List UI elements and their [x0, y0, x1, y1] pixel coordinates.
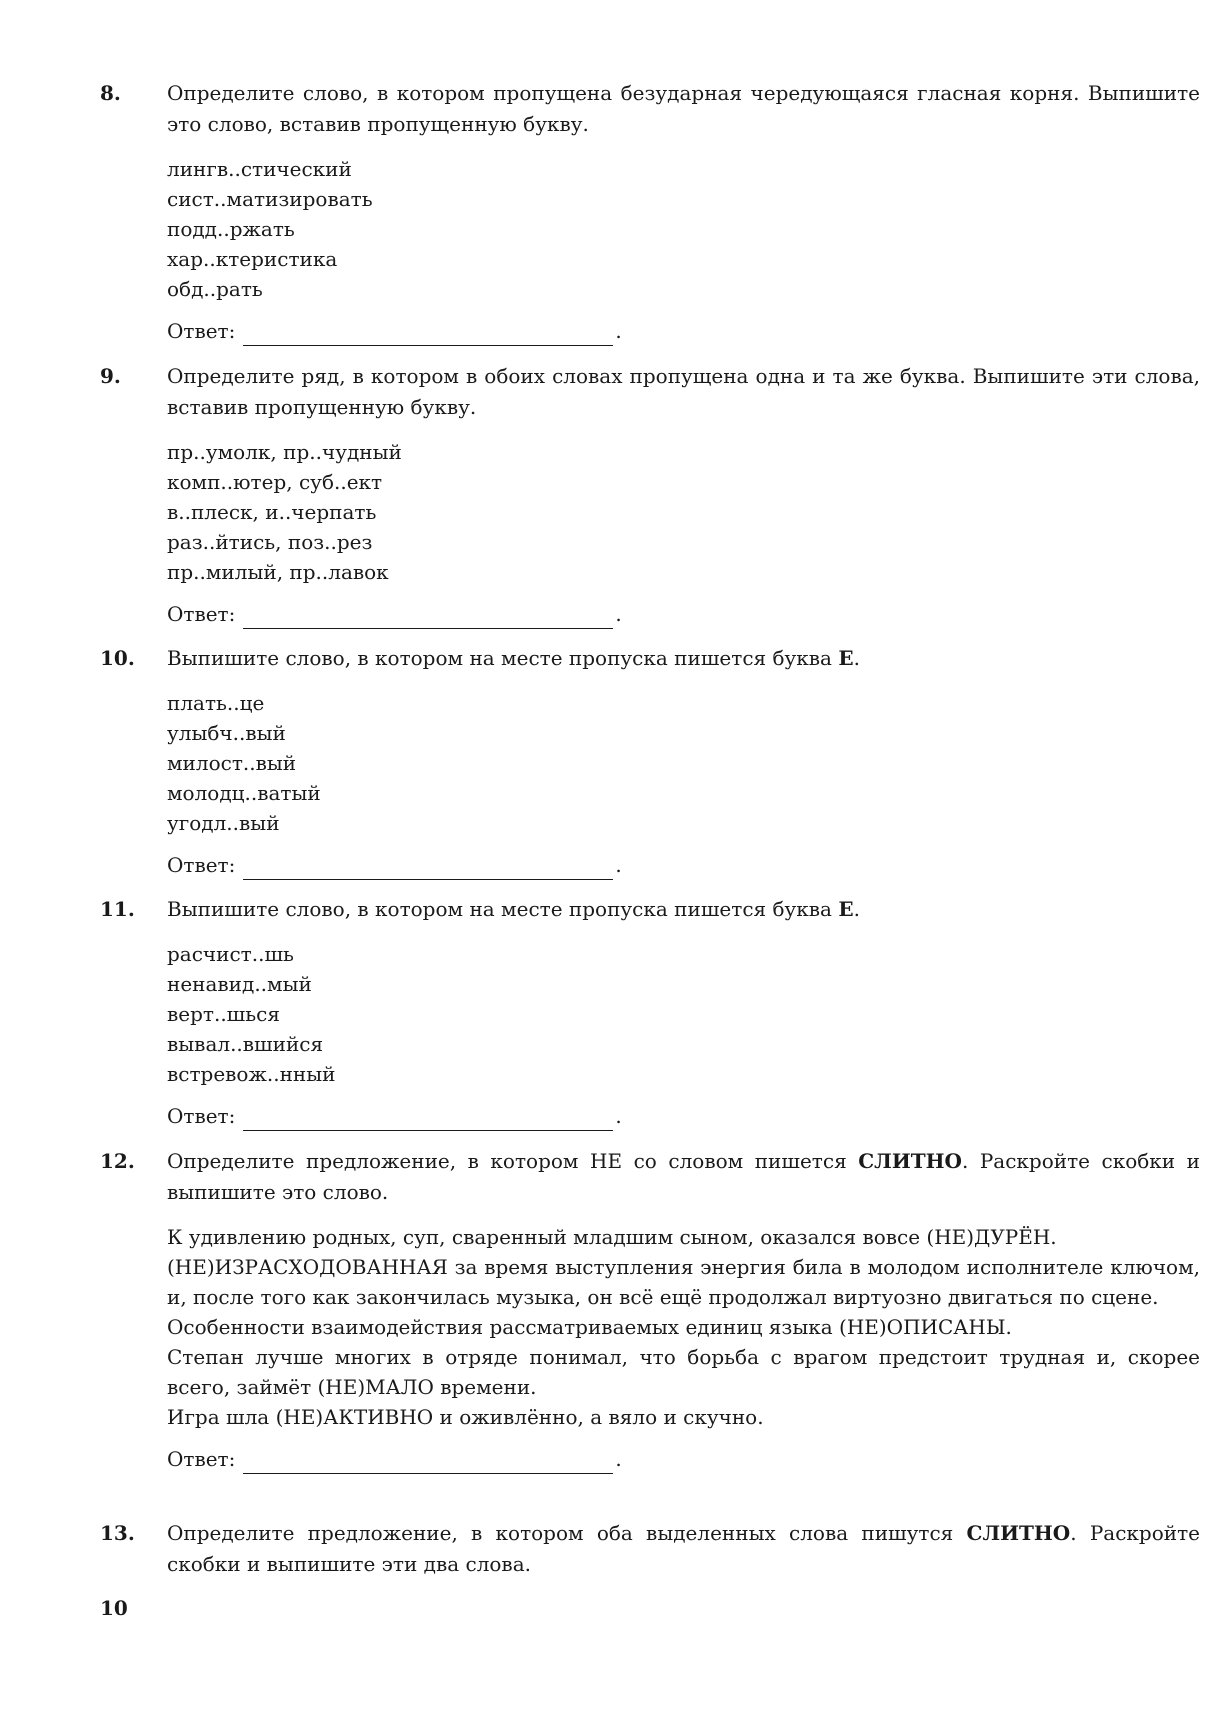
option-list: [167, 437, 1200, 587]
option: встревож..нный: [167, 1062, 336, 1086]
task-12: [100, 1146, 1200, 1474]
page-number: 10: [100, 1596, 128, 1620]
answer-dot: .: [615, 602, 622, 626]
option-list: [167, 939, 1200, 1089]
answer-label: Ответ:: [167, 319, 236, 343]
answer-row: [167, 1101, 1200, 1131]
answer-field[interactable]: [243, 855, 613, 880]
sentence: Особенности взаимодействия рассматриваемых единиц языка (НЕ)ОПИСАНЫ.: [167, 1315, 1012, 1339]
task-question: Определите ряд, в котором в обоих словах пропущена одна и та же буква. Выпишите эти слова, вставив пропущенную букву.: [167, 364, 1200, 419]
option: в..плеск, и..черпать: [167, 500, 377, 524]
option: пр..умолк, пр..чудный: [167, 440, 402, 464]
answer-field[interactable]: [243, 1106, 613, 1131]
option-list: [167, 688, 1200, 838]
option: раз..йтись, поз..рез: [167, 530, 373, 554]
task-question: Определите слово, в котором пропущена безударная чередующаяся гласная корня. Выпишите это слово, вставив пропущенную букву.: [167, 81, 1200, 136]
task-number: 12.: [100, 1149, 135, 1173]
answer-label: Ответ:: [167, 1104, 236, 1128]
task-13: [100, 1518, 1200, 1580]
sentence: (НЕ)ИЗРАСХОДОВАННАЯ за время выступления энергия била в молодом исполнителе ключом, и, после того как закончилась музыка, он всё ещё продолжал виртуозно двигаться по сцене.: [167, 1255, 1200, 1309]
task-question: Выпишите слово, в котором на месте пропуска пишется буква Е.: [167, 646, 860, 670]
answer-dot: .: [615, 853, 622, 877]
answer-row: [167, 1444, 1200, 1474]
option-list: [167, 154, 1200, 304]
task-9: [100, 361, 1200, 629]
answer-row: [167, 850, 1200, 880]
option: плать..це: [167, 691, 265, 715]
answer-row: [167, 316, 1200, 346]
option: пр..милый, пр..лавок: [167, 560, 389, 584]
answer-dot: .: [615, 319, 622, 343]
option: улыбч..вый: [167, 721, 286, 745]
sentence-list: [167, 1222, 1200, 1432]
answer-field[interactable]: [243, 604, 613, 629]
task-question: Выпишите слово, в котором на месте пропуска пишется буква Е.: [167, 897, 860, 921]
answer-dot: .: [615, 1104, 622, 1128]
option: хар..ктеристика: [167, 247, 338, 271]
task-number: 10.: [100, 646, 135, 670]
sentence: К удивлению родных, суп, сваренный младшим сыном, оказался вовсе (НЕ)ДУРЁН.: [167, 1225, 1057, 1249]
option: подд..ржать: [167, 217, 295, 241]
task-number: 8.: [100, 81, 121, 105]
option: расчист..шь: [167, 942, 294, 966]
answer-field[interactable]: [243, 321, 613, 346]
task-11: [100, 894, 1200, 1131]
task-question: Определите предложение, в котором НЕ со словом пишется СЛИТНО. Раскройте скобки и выпишите это слово.: [167, 1149, 1201, 1204]
answer-label: Ответ:: [167, 602, 236, 626]
sentence: Игра шла (НЕ)АКТИВНО и оживлённо, а вяло и скучно.: [167, 1405, 764, 1429]
option: комп..ютер, суб..ект: [167, 470, 383, 494]
task-number: 11.: [100, 897, 135, 921]
option: вывал..вшийся: [167, 1032, 324, 1056]
task-question: Определите предложение, в котором оба выделенных слова пишутся СЛИТНО. Раскройте скобки и выпишите эти два слова.: [167, 1521, 1200, 1576]
task-number: 9.: [100, 364, 121, 388]
answer-field[interactable]: [243, 1449, 613, 1474]
answer-label: Ответ:: [167, 1447, 236, 1471]
option: молодц..ватый: [167, 781, 321, 805]
answer-label: Ответ:: [167, 853, 236, 877]
answer-dot: .: [615, 1447, 622, 1471]
task-8: [100, 78, 1200, 346]
option: милост..вый: [167, 751, 297, 775]
task-10: [100, 643, 1200, 880]
option: лингв..стический: [167, 157, 352, 181]
answer-row: [167, 599, 1200, 629]
option: сист..матизировать: [167, 187, 373, 211]
option: верт..шься: [167, 1002, 280, 1026]
option: ненавид..мый: [167, 972, 312, 996]
sentence: Степан лучше многих в отряде понимал, что борьба с врагом предстоит трудная и, скорее всего, займёт (НЕ)МАЛО времени.: [167, 1345, 1200, 1399]
task-number: 13.: [100, 1521, 135, 1545]
option: угодл..вый: [167, 811, 280, 835]
option: обд..рать: [167, 277, 263, 301]
